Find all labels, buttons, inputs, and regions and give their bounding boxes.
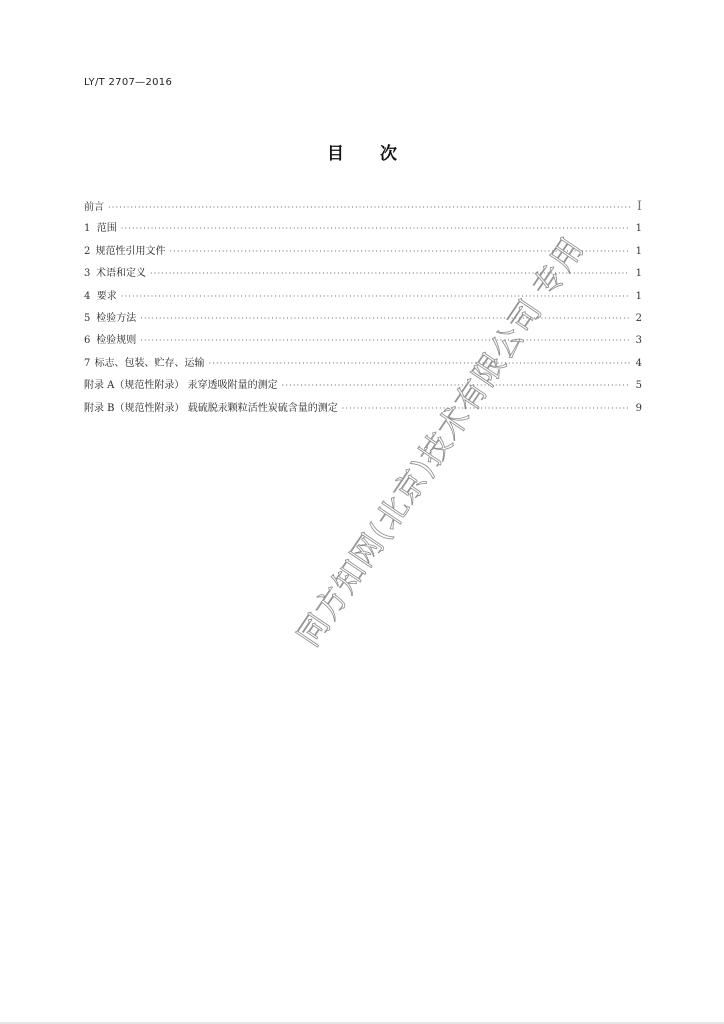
toc-entry-page: 9 bbox=[635, 402, 642, 414]
toc-entry-number: 2 bbox=[84, 245, 91, 257]
toc-entry-annex-a[interactable] bbox=[84, 377, 642, 399]
toc-leader-dots bbox=[121, 220, 630, 238]
toc-entry-marking-packaging[interactable] bbox=[84, 355, 642, 377]
toc-leader-dots bbox=[209, 355, 630, 373]
toc-entry-annex-b[interactable] bbox=[84, 400, 642, 422]
toc-entry-page: 1 bbox=[635, 268, 642, 280]
toc-entry-label: 要求 bbox=[96, 290, 117, 302]
toc-leader-dots bbox=[140, 310, 630, 328]
toc-entry-number: 7 bbox=[84, 357, 91, 369]
toc-entry-label: 范围 bbox=[96, 223, 117, 235]
toc-entry-label: 检验规则 bbox=[96, 335, 137, 347]
standard-code: LY/T 2707—2016 bbox=[84, 77, 173, 88]
toc-entry-number: 4 bbox=[84, 290, 91, 302]
watermark: 同方知网(北京)技术有限公司 专用 bbox=[290, 230, 592, 654]
toc-entry-foreword[interactable] bbox=[84, 198, 642, 220]
toc-entry-number: 3 bbox=[84, 268, 91, 280]
toc-entry-page: 5 bbox=[635, 380, 642, 392]
toc-entry-page: 4 bbox=[635, 357, 642, 369]
toc-entry-page: 2 bbox=[635, 312, 642, 324]
toc-entry-label: 术语和定义 bbox=[96, 268, 147, 280]
toc-entry-page: 1 bbox=[635, 245, 642, 257]
toc-leader-dots bbox=[108, 199, 630, 217]
toc-entry-label: 附录 A（规范性附录） 汞穿透吸附量的测定 bbox=[84, 380, 278, 392]
page-title: 目次 bbox=[327, 144, 433, 164]
toc-entry-inspection-rules[interactable] bbox=[84, 332, 642, 354]
toc-entry-page: 1 bbox=[635, 290, 642, 302]
toc-entry-label: 附录 B（规范性附录） 载硫脱汞颗粒活性炭硫含量的测定 bbox=[84, 402, 338, 414]
toc-entry-page: Ⅰ bbox=[636, 199, 642, 214]
toc-entry-page: 1 bbox=[635, 223, 642, 235]
toc-entry-label: 规范性引用文件 bbox=[95, 245, 166, 257]
table-of-contents bbox=[84, 198, 642, 422]
toc-leader-dots bbox=[140, 332, 630, 350]
toc-entry-page: 3 bbox=[635, 335, 642, 347]
toc-entry-label: 检验方法 bbox=[96, 312, 137, 324]
toc-entry-label: 前言 bbox=[84, 202, 104, 213]
toc-entry-number: 1 bbox=[84, 223, 91, 235]
toc-entry-test-methods[interactable] bbox=[84, 310, 642, 332]
toc-entry-number: 5 bbox=[84, 312, 91, 324]
toc-entry-number: 6 bbox=[84, 335, 91, 347]
toc-entry-label: 标志、包装、贮存、运输 bbox=[94, 357, 205, 369]
